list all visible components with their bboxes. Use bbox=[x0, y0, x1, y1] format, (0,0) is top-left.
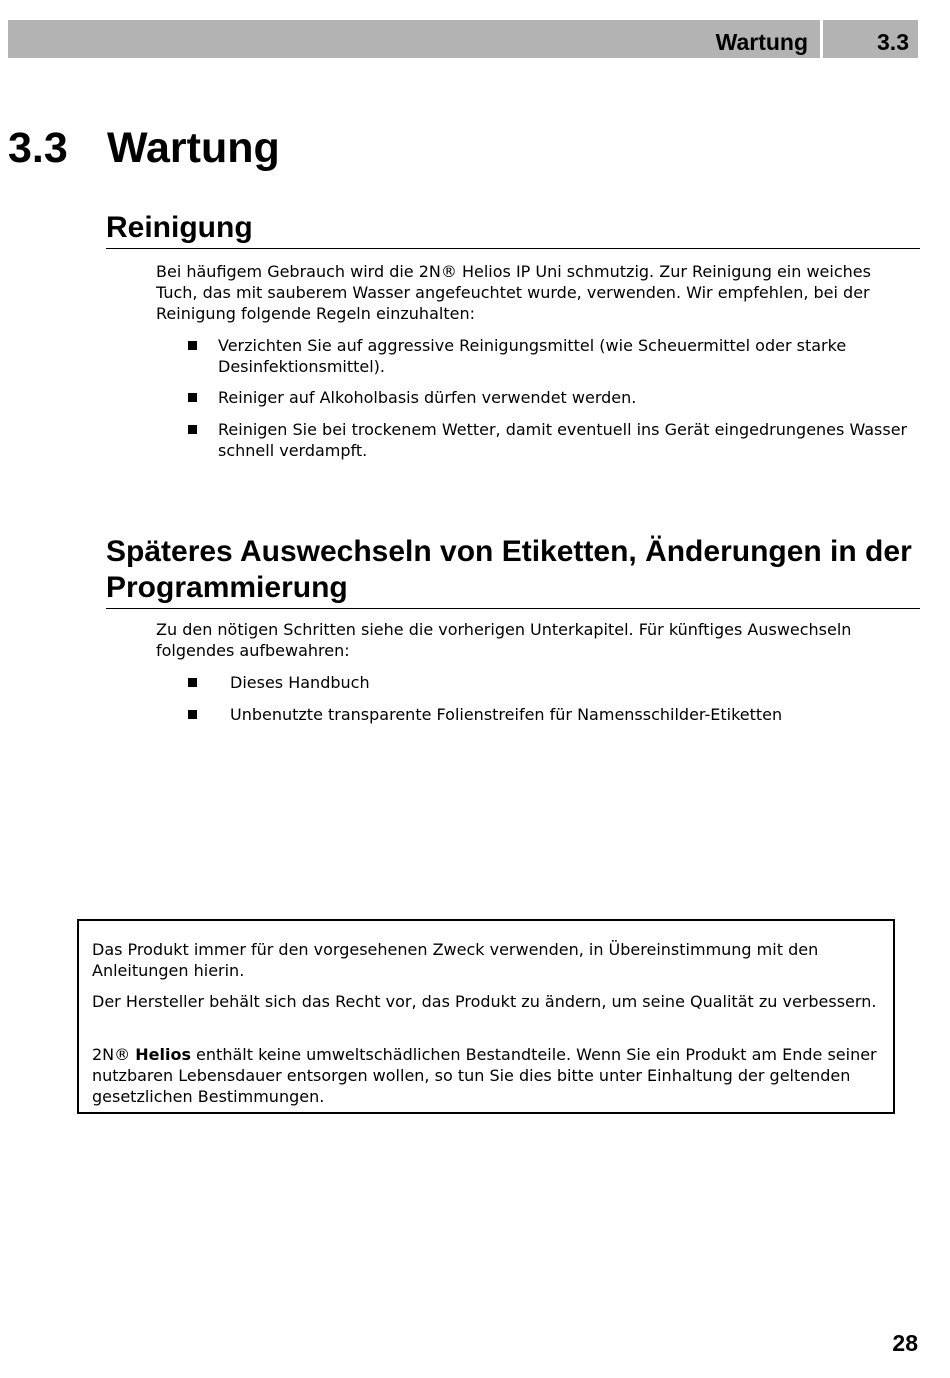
page-number: 28 bbox=[892, 1330, 918, 1356]
notice-paragraph: Der Hersteller behält sich das Recht vor, das Produkt zu ändern, um seine Qualität zu verbessern. bbox=[92, 992, 877, 1011]
bullet-square-icon bbox=[188, 393, 197, 402]
bullet-square-icon bbox=[188, 341, 197, 350]
notice-paragraph: Das Produkt immer für den vorgesehenen Zweck verwenden, in Übereinstimmung mit den Anleitungen hierin. bbox=[92, 940, 819, 980]
notice-box bbox=[77, 919, 895, 1114]
brand-name: Helios bbox=[135, 1045, 191, 1064]
etiketten-intro: Zu den nötigen Schritten siehe die vorherigen Unterkapitel. Für künftiges Auswechseln folgendes aufbewahren: bbox=[156, 620, 852, 660]
section-heading-etiketten: Späteres Auswechseln von Etiketten, Änderungen in der Programmierung bbox=[106, 534, 920, 609]
header-section-number: 3.3 bbox=[877, 29, 909, 55]
chapter-number: 3.3 bbox=[8, 124, 68, 172]
header-title: Wartung bbox=[715, 29, 808, 55]
bullet-square-icon bbox=[188, 710, 197, 719]
reinigung-intro: Bei häufigem Gebrauch wird die 2N® Helios IP Uni schmutzig. Zur Reinigung ein weiches Tuch, das mit sauberem Wasser angefeuchtet wurde, verwenden. Wir empfehlen, bei der Reinigung folgende Regeln einzuhalten: bbox=[156, 262, 871, 323]
section-heading-reinigung: Reinigung bbox=[106, 210, 920, 249]
notice-paragraph: 2N® Helios enthält keine umweltschädlichen Bestandteile. Wenn Sie ein Produkt am Ende seiner nutzbaren Lebensdauer entsorgen wollen, so tun Sie dies bitte unter Einhaltung der geltenden gesetzlichen Bestimmungen. bbox=[92, 1045, 877, 1106]
bullet-square-icon bbox=[188, 425, 197, 434]
bullet-square-icon bbox=[188, 678, 197, 687]
chapter-title: Wartung bbox=[107, 124, 280, 172]
